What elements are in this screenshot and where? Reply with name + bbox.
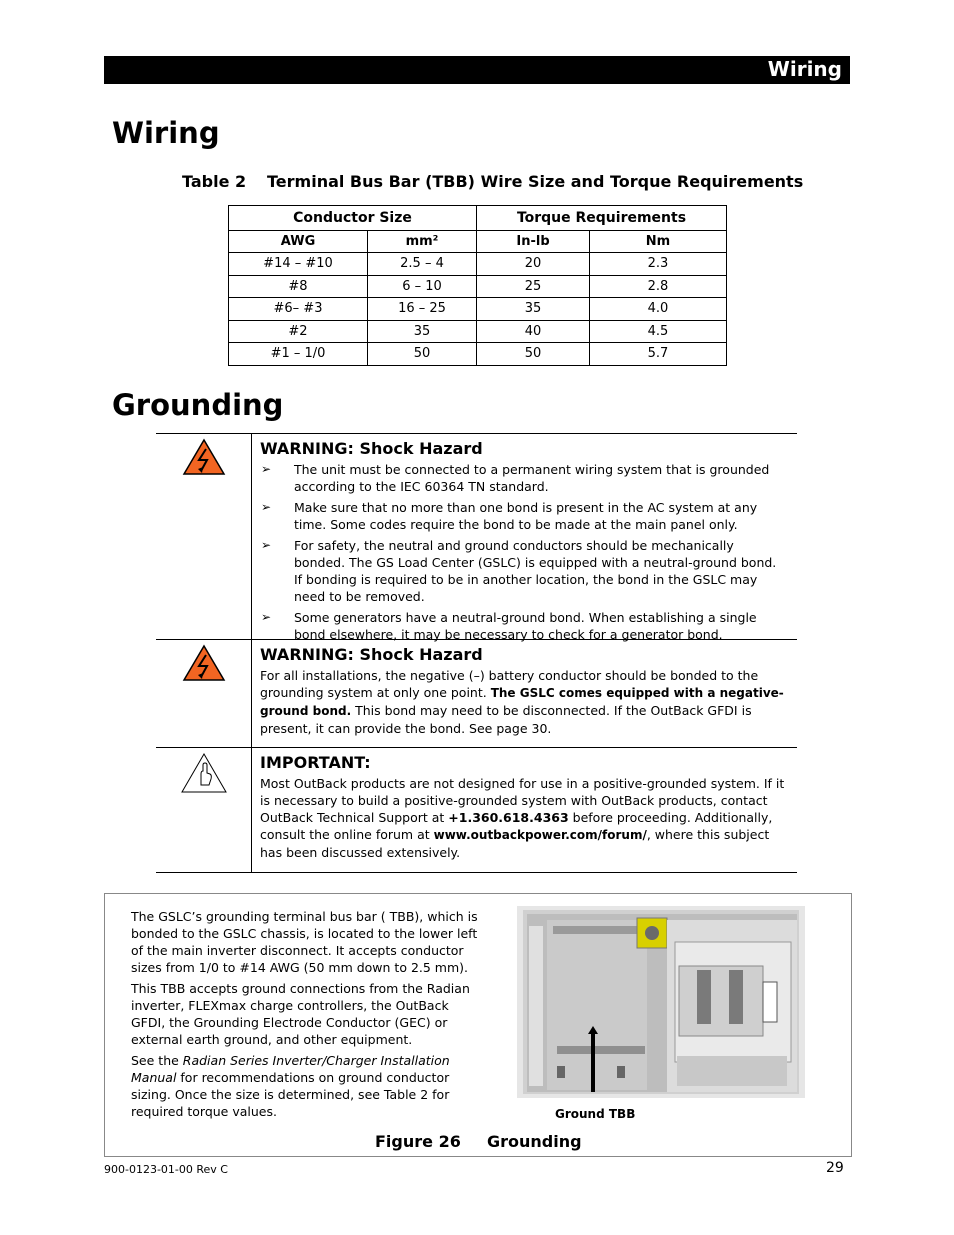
figure-description: [131, 908, 486, 1124]
warning-bullet: ➢ Make sure that no more than one bond is present in the AC system at any time. Some codes require the bond to be made at the main panel only.: [261, 500, 758, 532]
bullet-arrow-icon: ➢: [261, 610, 272, 624]
table-cell: 6 – 10: [368, 275, 477, 298]
table-caption: [182, 172, 803, 191]
figure-paragraph: This TBB accepts ground connections from the Radian inverter, FLEXmax charge controllers, the OutBack GFDI, the Grounding Electrode Conductor (GEC) or external earth ground, and other equipment.: [131, 981, 470, 1047]
tbb-torque-table: [228, 205, 727, 366]
table-cell: #1 – 1/0: [229, 343, 368, 366]
table-cell: 5.7: [590, 343, 727, 366]
bullet-arrow-icon: ➢: [261, 500, 272, 514]
figure-paragraph: See the Radian Series Inverter/Charger Installation Manual for recommendations on ground conductor sizing. Once the size is determined, see Table 2 for required torque values.: [131, 1053, 450, 1119]
table-caption-text: Terminal Bus Bar (TBB) Wire Size and Torque Requirements: [267, 172, 804, 191]
gslc-interior-photo: [517, 906, 805, 1098]
warning-bullet: ➢ The unit must be connected to a permanent wiring system that is grounded according to the IEC 60364 TN standard.: [261, 462, 770, 494]
table-cell: 25: [477, 275, 590, 298]
figure-paragraph: The GSLC’s grounding terminal bus bar ( TBB), which is bonded to the GSLC chassis, is located to the lower left of the main inverter disconnect. It accepts conductor sizes from 1/0 to #14 AWG (50 mm down to 2.5 mm).: [131, 909, 478, 975]
table-row: [229, 320, 727, 343]
ground-tbb-label: Ground TBB: [555, 1107, 636, 1121]
important-hand-icon: [180, 752, 228, 794]
table-caption-number: Table 2: [182, 172, 247, 191]
table-cell: #14 – #10: [229, 253, 368, 276]
table-cell: 4.5: [590, 320, 727, 343]
table-group-header: Conductor Size: [229, 206, 477, 231]
table-cell: #2: [229, 320, 368, 343]
bullet-arrow-icon: ➢: [261, 462, 272, 476]
figure-26-box: [104, 893, 852, 1157]
important-text: Most OutBack products are not designed for use in a positive-grounded system. If it is necessary to build a positive-grounded system with OutBack products, contact OutBack Technical Support at +1.360.618.4363 before proceeding. Additionally, consult the online forum at www.outbackpower.com/forum/, where this subject has been discussed extensively.: [260, 776, 785, 860]
table-column-header: mm²: [368, 231, 477, 253]
important-notice: [156, 747, 797, 872]
grounding-title: Grounding: [112, 388, 284, 422]
bullet-arrow-icon: ➢: [261, 538, 272, 552]
table-column-header: AWG: [229, 231, 368, 253]
section-header-bar: [104, 56, 850, 84]
table-cell: 16 – 25: [368, 298, 477, 321]
warning-text: For all installations, the negative (–) battery conductor should be bonded to the grounding system at only one point. The GSLC comes equipped with a negative-ground bond. This bond may need to be disconnected. If the OutBack GFDI is present, it can provide the bond. See page 30.: [260, 668, 784, 736]
warning-notice-1: [156, 433, 797, 642]
warning-bullet: ➢ Some generators have a neutral-ground bond. When establishing a single bond elsewhere, it may be necessary to check for a generator bond.: [261, 610, 757, 642]
table-cell: 35: [477, 298, 590, 321]
table-cell: 2.3: [590, 253, 727, 276]
table-cell: 50: [368, 343, 477, 366]
forum-link[interactable]: www.outbackpower.com/forum/: [433, 828, 647, 842]
table-cell: 20: [477, 253, 590, 276]
table-cell: 4.0: [590, 298, 727, 321]
table-row: [229, 253, 727, 276]
table-cell: #6– #3: [229, 298, 368, 321]
wiring-title: Wiring: [112, 116, 220, 150]
table-cell: #8: [229, 275, 368, 298]
warning-heading: WARNING: Shock Hazard: [260, 645, 483, 664]
table-cell: 50: [477, 343, 590, 366]
table-group-header: Torque Requirements: [477, 206, 727, 231]
shock-hazard-icon: [182, 438, 226, 476]
table-row: [229, 275, 727, 298]
footer-doc-id: 900-0123-01-00 Rev C: [104, 1163, 228, 1176]
warning-notice-2: [156, 639, 797, 747]
section-header-label: Wiring: [767, 57, 842, 81]
footer-page-number: 29: [826, 1160, 844, 1176]
table-column-header: In-lb: [477, 231, 590, 253]
table-cell: 35: [368, 320, 477, 343]
table-row: [229, 343, 727, 366]
table-column-header: Nm: [590, 231, 727, 253]
table-cell: 2.8: [590, 275, 727, 298]
important-heading: IMPORTANT:: [260, 753, 371, 772]
table-cell: 2.5 – 4: [368, 253, 477, 276]
figure-caption: [375, 1132, 582, 1151]
warning-heading: WARNING: Shock Hazard: [260, 439, 483, 458]
warning-bullet: ➢ For safety, the neutral and ground conductors should be mechanically bonded. The GS Load Center (GSLC) is equipped with a neutral-ground bond. If bonding is required to be in another location, the bond in the GSLC may need to be removed.: [261, 538, 777, 604]
figure-caption-number: Figure 26: [375, 1132, 461, 1151]
shock-hazard-icon: [182, 644, 226, 682]
table-cell: 40: [477, 320, 590, 343]
table-row: [229, 298, 727, 321]
figure-caption-text: Grounding: [487, 1132, 582, 1151]
safety-notices: [156, 433, 797, 873]
